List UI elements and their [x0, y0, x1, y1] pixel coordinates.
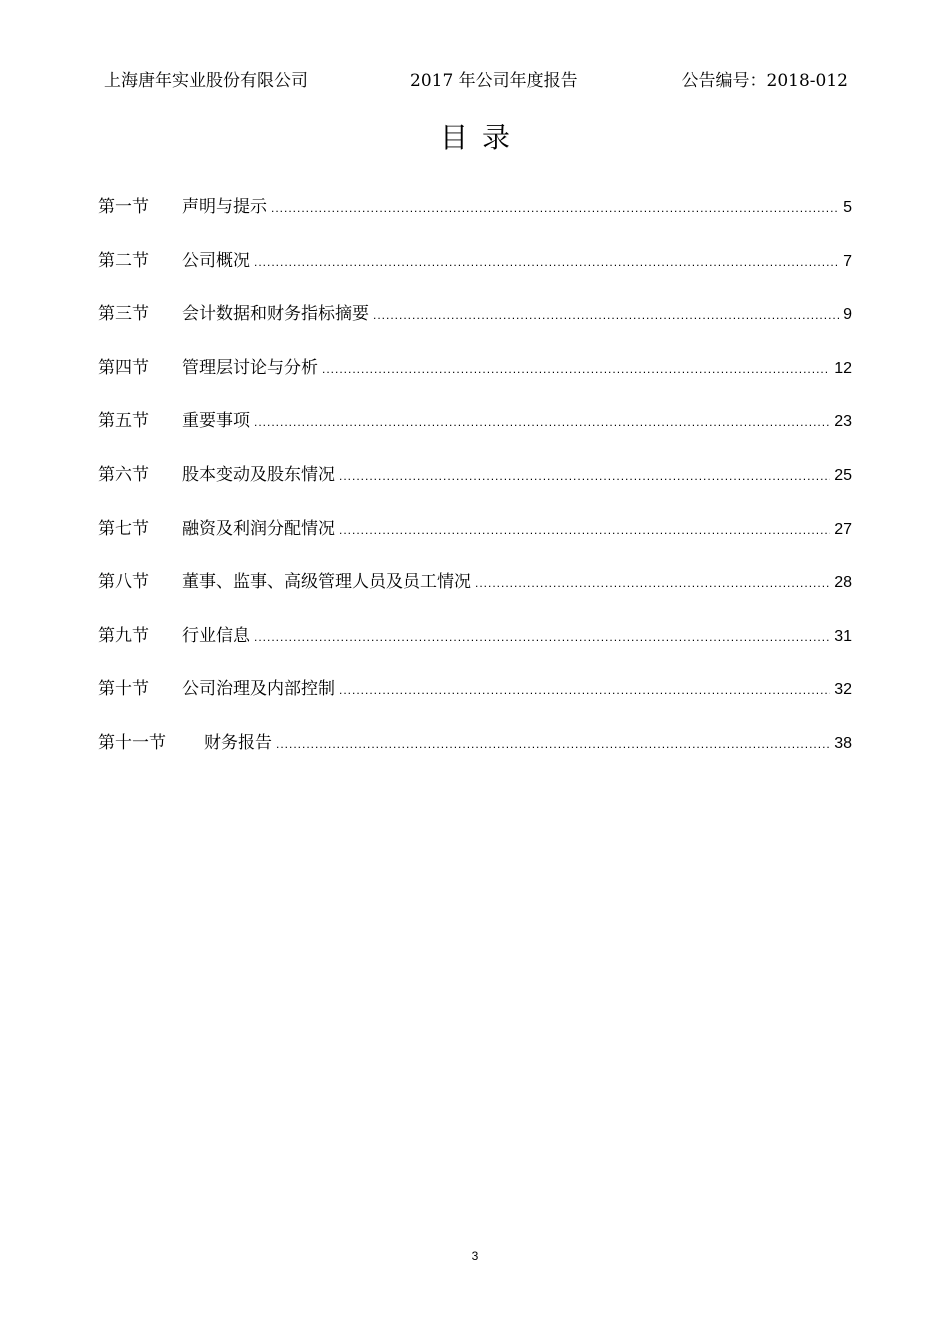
toc-page-number: 7 [843, 252, 852, 270]
toc-page-number: 27 [834, 520, 852, 538]
toc-dot-leader [276, 729, 830, 759]
toc-page-number: 9 [843, 306, 852, 324]
header-notice-number: 公告编号：2018-012 [681, 71, 848, 91]
toc-section-name: 会计数据和财务指标摘要 [182, 304, 369, 325]
page-header [104, 68, 848, 94]
toc-section-number: 第八节 [98, 572, 149, 593]
toc-entry[interactable] [98, 728, 852, 782]
toc-section-name: 公司概况 [182, 250, 250, 271]
toc-section-number: 第十节 [98, 679, 149, 700]
toc-section-name: 重要事项 [182, 411, 250, 432]
toc-section-number: 第四节 [98, 357, 149, 378]
toc-dot-leader [254, 247, 839, 277]
toc-page-number: 5 [843, 199, 852, 216]
toc-dot-leader [339, 515, 830, 545]
toc-title: 目录 [439, 121, 524, 154]
toc-dot-leader [339, 675, 830, 705]
toc-entry[interactable] [98, 567, 852, 621]
toc-dot-leader [254, 407, 830, 437]
toc-entry[interactable] [98, 406, 852, 460]
toc-section-number: 第二节 [98, 250, 149, 271]
toc-dot-leader [373, 300, 839, 330]
toc-dot-leader [254, 622, 830, 652]
toc-section-number: 第九节 [98, 625, 149, 646]
toc-entry[interactable] [98, 246, 852, 300]
toc-section-number: 第七节 [98, 518, 149, 539]
toc-section-number: 第三节 [98, 304, 149, 325]
toc-section-number: 第六节 [98, 464, 149, 485]
toc-dot-leader [475, 568, 830, 598]
toc-page-number: 31 [834, 627, 852, 645]
toc-page-number: 38 [834, 734, 852, 752]
toc-page-number: 25 [834, 466, 852, 484]
toc-entry[interactable] [98, 299, 852, 353]
toc-dot-leader [339, 461, 830, 491]
toc-section-name: 董事、监事、高级管理人员及员工情况 [182, 572, 471, 593]
toc-page-number: 28 [834, 574, 852, 592]
page-number: 3 [471, 1249, 479, 1263]
toc-section-name: 公司治理及内部控制 [182, 679, 335, 700]
toc-section-name: 股本变动及股东情况 [182, 464, 335, 485]
toc-entry[interactable] [98, 621, 852, 675]
toc-entry[interactable] [98, 192, 852, 246]
toc-section-number: 第一节 [98, 197, 149, 217]
toc-entry[interactable] [98, 353, 852, 407]
toc-dot-leader [322, 354, 830, 384]
toc-section-name: 财务报告 [204, 732, 272, 753]
toc-dot-leader [271, 193, 839, 223]
toc-entry[interactable] [98, 674, 852, 728]
toc-entry[interactable] [98, 460, 852, 514]
toc-section-number: 第十一节 [98, 732, 166, 753]
toc-entry[interactable] [98, 514, 852, 568]
toc-section-name: 管理层讨论与分析 [182, 357, 318, 378]
toc-page-number: 12 [834, 359, 852, 377]
table-of-contents [98, 192, 852, 782]
toc-page-number: 23 [834, 413, 852, 431]
toc-section-name: 融资及利润分配情况 [182, 518, 335, 539]
toc-section-number: 第五节 [98, 411, 149, 432]
header-report-title: 2017 年公司年度报告 [410, 71, 578, 91]
toc-section-name: 行业信息 [182, 625, 250, 646]
toc-page-number: 32 [834, 681, 852, 699]
toc-section-name: 声明与提示 [182, 197, 267, 217]
header-company-name: 上海唐年实业股份有限公司 [104, 71, 308, 91]
